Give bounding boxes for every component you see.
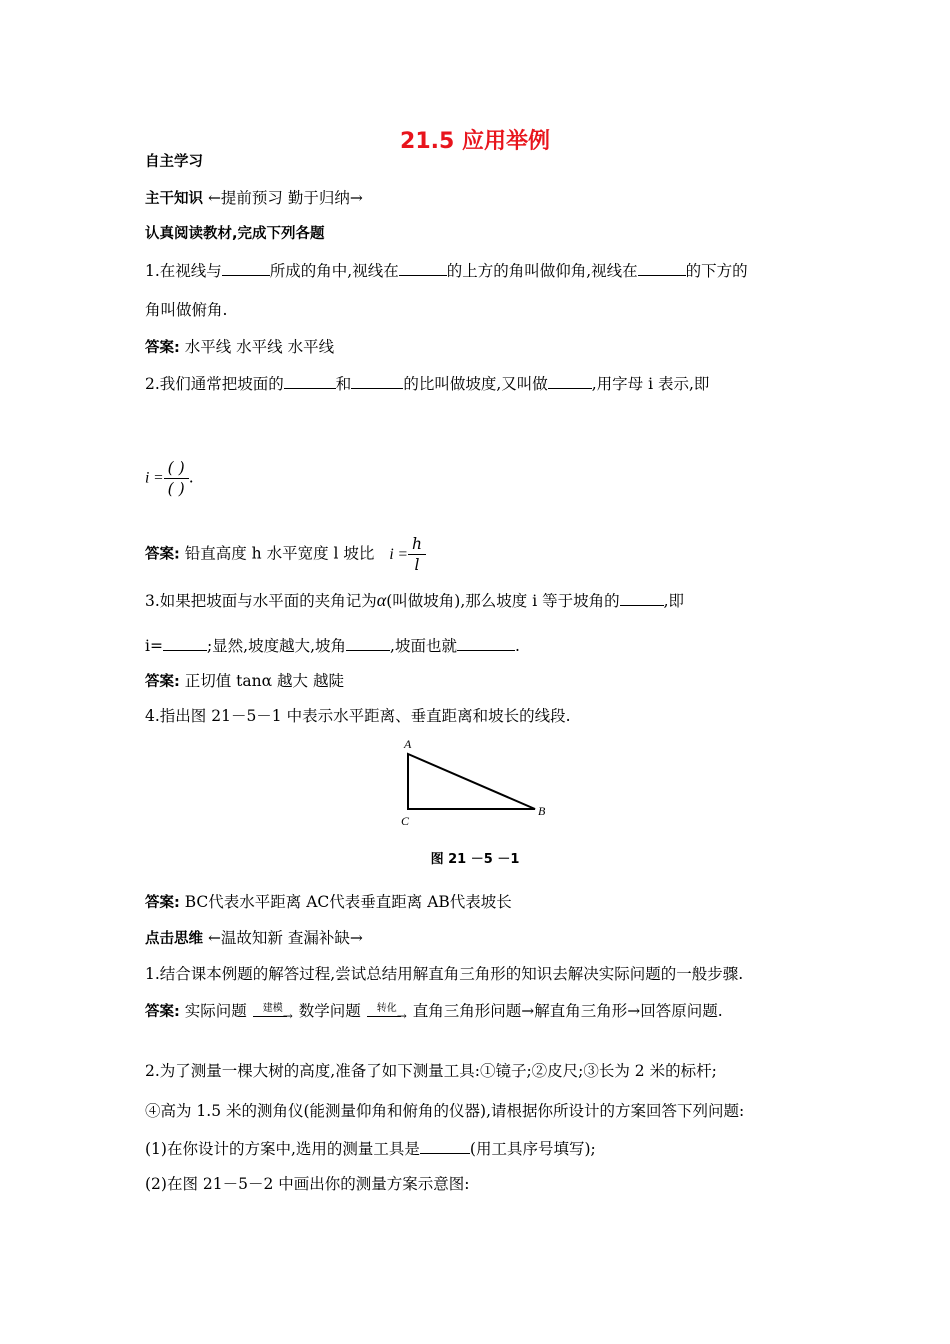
thinking-question-2-part2: (2)在图 21－5－2 中画出你的测量方案示意图: [145,1175,470,1193]
answer-formula-lhs: i = [389,545,408,563]
formula-fraction [164,458,189,499]
section-heading: 自主学习 [145,154,203,170]
q3-text-c: ,即 [663,592,685,610]
q2-text-d: ,用字母 i 表示,即 [591,375,710,393]
answer-label: 答案: [145,1004,180,1020]
answer-text: 正切值 tanα 越大 越陡 [184,672,344,690]
q2-answer [145,534,426,575]
answer-blank [346,635,390,651]
question-4: 4.指出图 21－5－1 中表示水平距离、垂直距离和坡长的线段. [145,707,571,725]
q1-text-c: 的上方的角叫做仰角,视线在 [446,262,638,280]
subsection-label: 主干知识 [145,191,203,207]
question-2 [145,373,709,394]
answer-label: 答案: [145,674,180,690]
arrow-icon: 建模 → [253,1002,293,1022]
answer-label: 答案: [145,546,180,563]
answer-text: 水平线 水平线 水平线 [184,338,335,356]
answer-blank [163,635,207,651]
q3-l2-d: . [514,637,520,655]
thinking-answer-1 [145,1001,723,1022]
thinking-question-2-part1 [145,1138,596,1159]
figure-caption: 图 21 －5 －1 [430,852,520,867]
thinking-question-1: 1.结合课本例题的解答过程,尝试总结用解直角三角形的知识去解决实际问题的一般步骤. [145,965,744,983]
q1-text-d: 的下方的 [685,262,748,280]
arrow-icon: 转化 → [367,1002,407,1022]
answer-blank [638,260,686,276]
q2-formula [145,458,194,499]
answer-blank [548,373,592,389]
q3-text-a: 3.如果把坡面与水平面的夹角记为 [145,592,377,610]
q2-text-a: 2.我们通常把坡面的 [145,375,284,393]
question-3 [145,590,684,611]
q3-text-b: (叫做坡角),那么坡度 i 等于坡角的 [386,592,620,610]
question-1 [145,260,748,281]
answer-label: 答案: [145,340,180,356]
answer-formula-fraction [408,534,426,575]
q1-answer [145,337,334,358]
answer-blank [399,260,447,276]
subsection-tag: ←温故知新 查漏补缺→ [207,929,363,947]
q2-text-b: 和 [335,375,352,393]
instruction: 认真阅读教材,完成下列各题 [145,226,325,242]
formula-numerator: ( ) [164,458,189,479]
answer-blank [351,373,403,389]
answer-text: 铅直高度 h 水平宽度 l 坡比 [184,544,375,563]
q2-text-c: 的比叫做坡度,又叫做 [403,375,548,393]
vertex-label-c: C [401,814,410,828]
answer-blank [457,635,515,651]
thinking-question-2-line2: ④高为 1.5 米的测角仪(能测量仰角和俯角的仪器),请根据你所设计的方案回答下列问题: [145,1102,745,1120]
answer-blank [284,373,336,389]
vertex-label-a: A [404,737,412,751]
arrow-label-modeling: 建模 [262,1003,283,1014]
answer-formula-denominator: l [414,556,420,574]
q1-text-a: 1.在视线与 [145,262,222,280]
step-remaining: 直角三角形问题→解直角三角形→回答原问题. [412,1002,723,1020]
q3-answer [145,671,344,692]
formula-denominator: ( ) [167,480,185,498]
alpha-symbol: α [376,590,387,610]
q1-line2: 角叫做俯角. [145,301,228,319]
vertex-label-b: B [538,804,546,818]
q3-l2-a: i= [145,637,163,655]
q3-line2 [145,635,520,656]
answer-text: BC代表水平距离 AC代表垂直距离 AB代表坡长 [184,893,512,911]
answer-formula-numerator: h [408,534,426,555]
triangle-shape [408,754,535,809]
answer-blank [420,1138,470,1154]
step-real-problem: 实际问题 [184,1002,247,1020]
step-math-problem: 数学问题 [298,1002,361,1020]
answer-blank [620,590,664,606]
q3-l2-b: ;显然,坡度越大,坡角 [206,637,347,655]
triangle-figure [395,736,555,830]
q3-l2-c: ,坡面也就 [390,637,457,655]
subsection-tag: ←提前预习 勤于归纳→ [207,189,363,207]
part1-text-a: (1)在你设计的方案中,选用的测量工具是 [145,1140,420,1158]
subsection-label: 点击思维 [145,931,203,947]
arrow-label-transform: 转化 [376,1003,397,1014]
subsection-main-knowledge [145,188,363,209]
formula-tail: . [188,468,194,487]
thinking-question-2-line1: 2.为了测量一棵大树的高度,准备了如下测量工具:①镜子;②皮尺;③长为 2 米的标杆; [145,1062,717,1080]
q1-text-b: 所成的角中,视线在 [269,262,399,280]
subsection-thinking [145,928,363,949]
formula-lhs: i = [145,469,164,487]
part1-text-b: (用工具序号填写); [469,1140,596,1158]
q4-answer [145,892,512,913]
answer-blank [222,260,270,276]
answer-label: 答案: [145,895,180,911]
page-title: 21.5 应用举例 [400,129,550,154]
